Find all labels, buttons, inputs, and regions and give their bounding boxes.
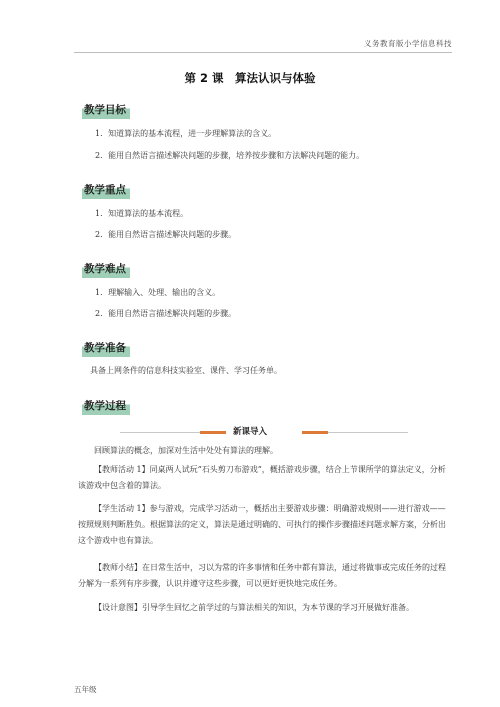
difficulty-item: 2．能用自然语言描述解决问题的步骤。 <box>95 309 237 318</box>
process-paragraph: 【教师活动 1】同桌两人试玩“石头剪刀布游戏”，概括游戏步骤，结合上节课所学的算法定义，分析该游戏中包含着的算法。 <box>78 465 446 490</box>
process-paragraph: 回顾算法的概念，加深对生活中处处有算法的理解。 <box>94 446 278 455</box>
objective-item: 1．知道算法的基本流程，进一步理解算法的含义。 <box>95 129 277 138</box>
key-point-item: 2．能用自然语言描述解决问题的步骤。 <box>95 230 237 239</box>
lesson-title: 第 2 课 算法认识与体验 <box>184 71 316 85</box>
difficulty-item: 1．理解输入、处理、输出的含义。 <box>95 288 221 297</box>
section-heading-preparation: 教学准备 <box>82 338 130 357</box>
running-header: 义务教育版小学信息科技 <box>364 39 452 48</box>
section-heading-key-points: 教学重点 <box>82 180 130 199</box>
section-heading-difficulties: 教学难点 <box>82 259 130 278</box>
footer-grade: 五年级 <box>74 685 97 694</box>
key-point-item: 1．知道算法的基本流程。 <box>95 209 189 218</box>
process-paragraph: 【学生活动 1】参与游戏，完成学习活动一，概括出主要游戏步骤：明确游戏规则——进行游戏——按照规则判断胜负。根据算法的定义，算法是通过明确的、可执行的操作步骤描述问题求解方案，分析出这个游戏中也有算法。 <box>78 504 446 545</box>
header-rule <box>74 52 452 53</box>
subheading-new-lesson <box>0 425 500 439</box>
preparation-text: 具备上网条件的信息科技实验室、课件、学习任务单。 <box>90 366 282 375</box>
process-paragraph: 【教师小结】在日常生活中，习以为常的许多事情和任务中都有算法，通过将做事或完成任务的过程分解为一系列有序步骤，认识并遵守这些步骤，可以更好更快地完成任务。 <box>78 563 446 588</box>
process-paragraph: 【设计意图】引导学生回忆之前学过的与算法相关的知识，为本节课的学习开展做好准备。 <box>94 603 414 612</box>
section-heading-objectives: 教学目标 <box>82 100 130 119</box>
section-heading-process: 教学过程 <box>82 396 130 415</box>
subheading-label: 新课导入 <box>232 427 267 437</box>
objective-item: 2．能用自然语言描述解决问题的步骤，培养按步骤和方法解决问题的能力。 <box>95 151 365 160</box>
